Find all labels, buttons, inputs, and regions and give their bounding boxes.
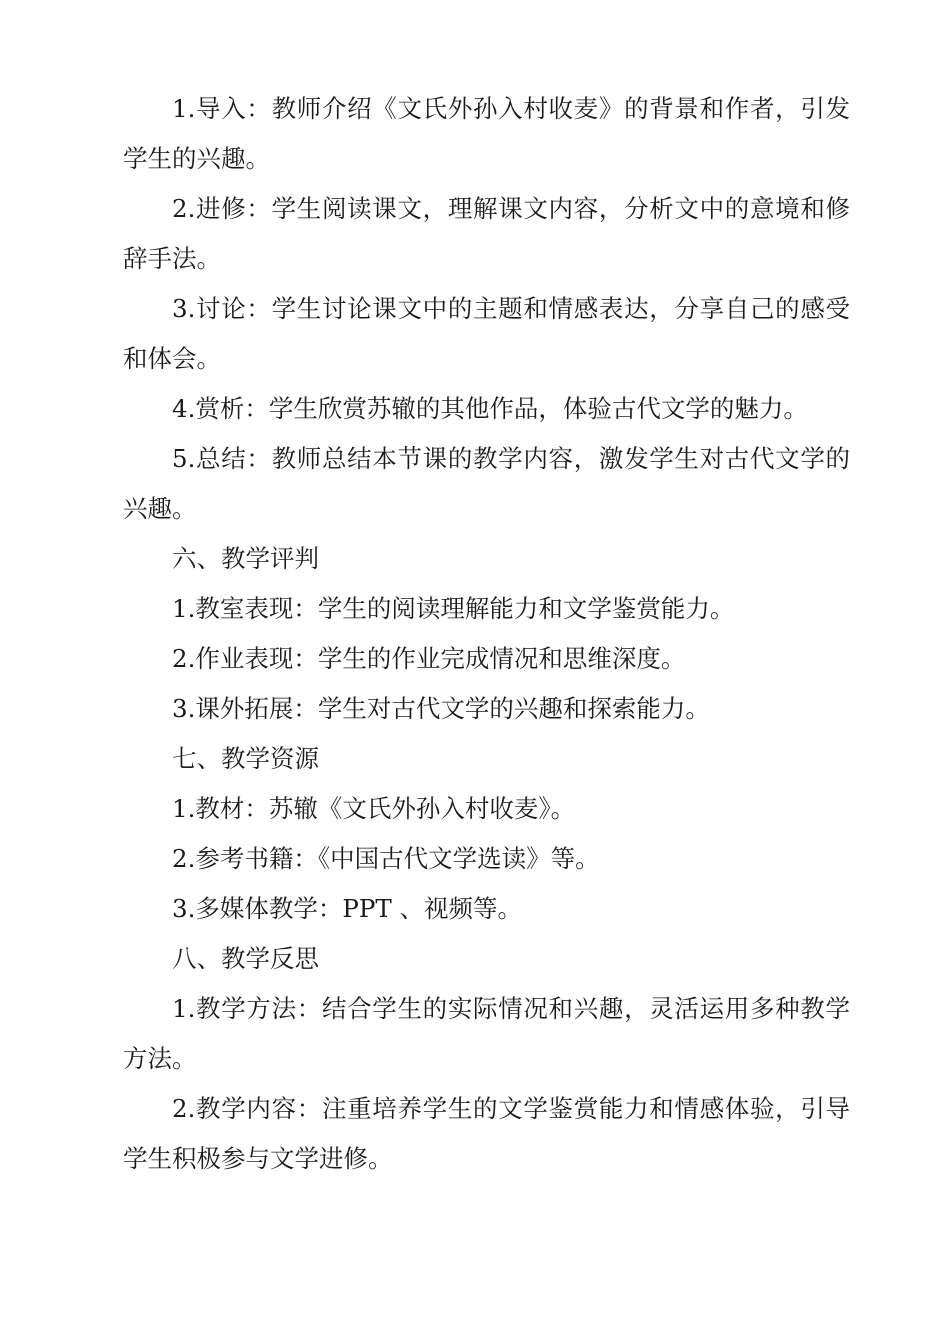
evaluation-classroom-paragraph: 1.教室表现：学生的阅读理解能力和文学鉴赏能力。: [172, 594, 735, 623]
resource-books-paragraph: 2.参考书籍：《中国古代文学选读》等。: [172, 844, 600, 873]
section-heading-evaluation: 六、教学评判: [172, 544, 319, 573]
resource-multimedia-paragraph: 3.多媒体教学：PPT 、视频等。: [172, 894, 522, 923]
evaluation-extension-paragraph: 3.课外拓展：学生对古代文学的兴趣和探索能力。: [172, 694, 710, 723]
resource-textbook-paragraph: 1.教材：苏辙《文氏外孙入村收麦》。: [172, 794, 576, 823]
document-body: [123, 84, 850, 1184]
reflection-method-paragraph: 1.教学方法：结合学生的实际情况和兴趣，灵活运用多种教学方法。: [123, 994, 850, 1073]
evaluation-homework-paragraph: 2.作业表现：学生的作业完成情况和思维深度。: [172, 644, 686, 673]
step-appreciation-paragraph: 4.赏析：学生欣赏苏辙的其他作品，体验古代文学的魅力。: [172, 394, 808, 423]
section-heading-resources: 七、教学资源: [172, 744, 319, 773]
step-summary-paragraph: 5.总结：教师总结本节课的教学内容，激发学生对古代文学的兴趣。: [123, 444, 850, 523]
section-heading-reflection: 八、教学反思: [172, 944, 319, 973]
reflection-content-paragraph: 2.教学内容：注重培养学生的文学鉴赏能力和情感体验，引导学生积极参与文学进修。: [123, 1094, 850, 1173]
step-discussion-paragraph: 3.讨论：学生讨论课文中的主题和情感表达，分享自己的感受和体会。: [123, 294, 850, 373]
step-study-paragraph: 2.进修：学生阅读课文，理解课文内容，分析文中的意境和修辞手法。: [123, 194, 850, 273]
step-intro-paragraph: 1.导入：教师介绍《文氏外孙入村收麦》的背景和作者，引发学生的兴趣。: [123, 94, 850, 173]
